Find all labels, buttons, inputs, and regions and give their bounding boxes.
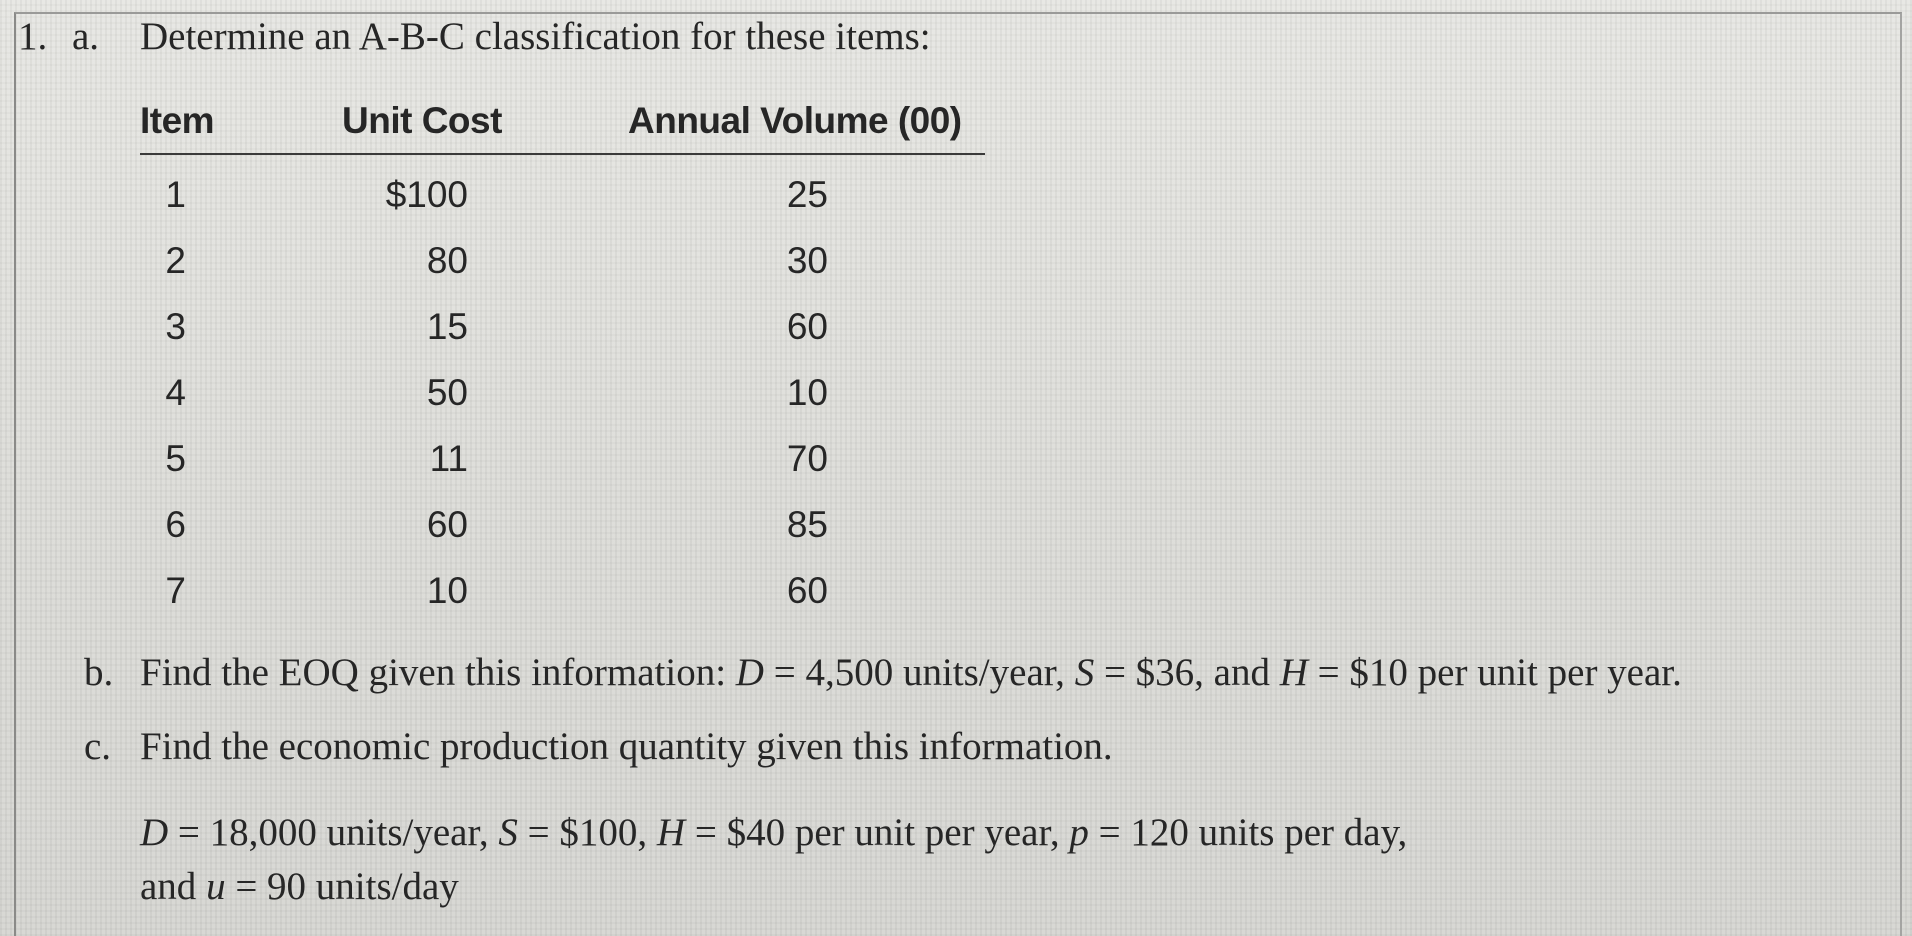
cell-item: 4 [165, 372, 186, 413]
variable-d: D [140, 811, 169, 854]
cell-annual-volume: 85 [786, 504, 828, 545]
table-row [0, 504, 1000, 560]
part-a-letter: a. [72, 15, 100, 58]
column-header-annual-volume: Annual Volume (00) [628, 100, 962, 141]
column-header-unit-cost: Unit Cost [342, 100, 502, 141]
cell-unit-cost: 11 [429, 438, 468, 479]
part-c-text-segment: = 120 units per day, [1088, 811, 1408, 854]
part-b-text [140, 650, 1682, 695]
variable-p: p [1069, 811, 1089, 854]
cell-unit-cost: 80 [426, 240, 468, 281]
column-header-item: Item [140, 100, 215, 141]
table-row [0, 174, 1000, 230]
part-c-text-segment: = 90 units/day [225, 865, 459, 908]
part-c-text: Find the economic production quantity given this information. [140, 725, 1113, 768]
variable-u: u [206, 865, 226, 908]
cell-unit-cost: 50 [426, 372, 468, 413]
cell-unit-cost: 15 [426, 306, 468, 347]
part-c-text-segment: = $100, [517, 811, 657, 854]
part-c-text-segment: = $40 per unit per year, [685, 811, 1070, 854]
part-b-text-segment: = $10 per unit per year. [1307, 651, 1682, 694]
part-c-letter: c. [84, 725, 112, 768]
cell-item: 5 [165, 438, 186, 479]
table-row [0, 372, 1000, 428]
cell-annual-volume: 10 [786, 372, 828, 413]
cell-item: 1 [165, 174, 186, 215]
table-row [0, 570, 1000, 626]
cell-unit-cost: 10 [426, 570, 468, 611]
table-row [0, 438, 1000, 494]
cell-annual-volume: 70 [786, 438, 828, 479]
part-b-text-segment: = $36, and [1094, 651, 1280, 694]
cell-annual-volume: 30 [786, 240, 828, 281]
cell-annual-volume: 25 [786, 174, 828, 215]
variable-s: S [1074, 651, 1095, 694]
cell-annual-volume: 60 [786, 570, 828, 611]
part-c-text-segment: = 18,000 units/year, [168, 811, 499, 854]
variable-s: S [498, 811, 518, 854]
variable-d: D [735, 651, 764, 694]
part-c-given-line-1 [140, 810, 1407, 855]
question-number: 1. [18, 15, 48, 58]
part-c-text-segment: and [140, 865, 207, 908]
cell-annual-volume: 60 [786, 306, 828, 347]
part-a-text: Determine an A-B-C classification for these items: [140, 15, 931, 58]
cell-item: 7 [165, 570, 186, 611]
variable-h: H [656, 811, 686, 854]
cell-item: 2 [165, 240, 186, 281]
table-row [0, 240, 1000, 296]
part-c-given-line-2 [140, 864, 459, 909]
cell-item: 6 [165, 504, 186, 545]
part-b-text-segment: = 4,500 units/year, [763, 651, 1075, 694]
part-b-text-segment: Find the EOQ given this information: [140, 651, 736, 694]
table-row [0, 306, 1000, 362]
cell-unit-cost: $100 [385, 174, 468, 215]
cell-unit-cost: 60 [426, 504, 468, 545]
table-header-rule [140, 153, 985, 155]
cell-item: 3 [165, 306, 186, 347]
part-b-letter: b. [84, 651, 114, 694]
variable-h: H [1279, 651, 1308, 694]
